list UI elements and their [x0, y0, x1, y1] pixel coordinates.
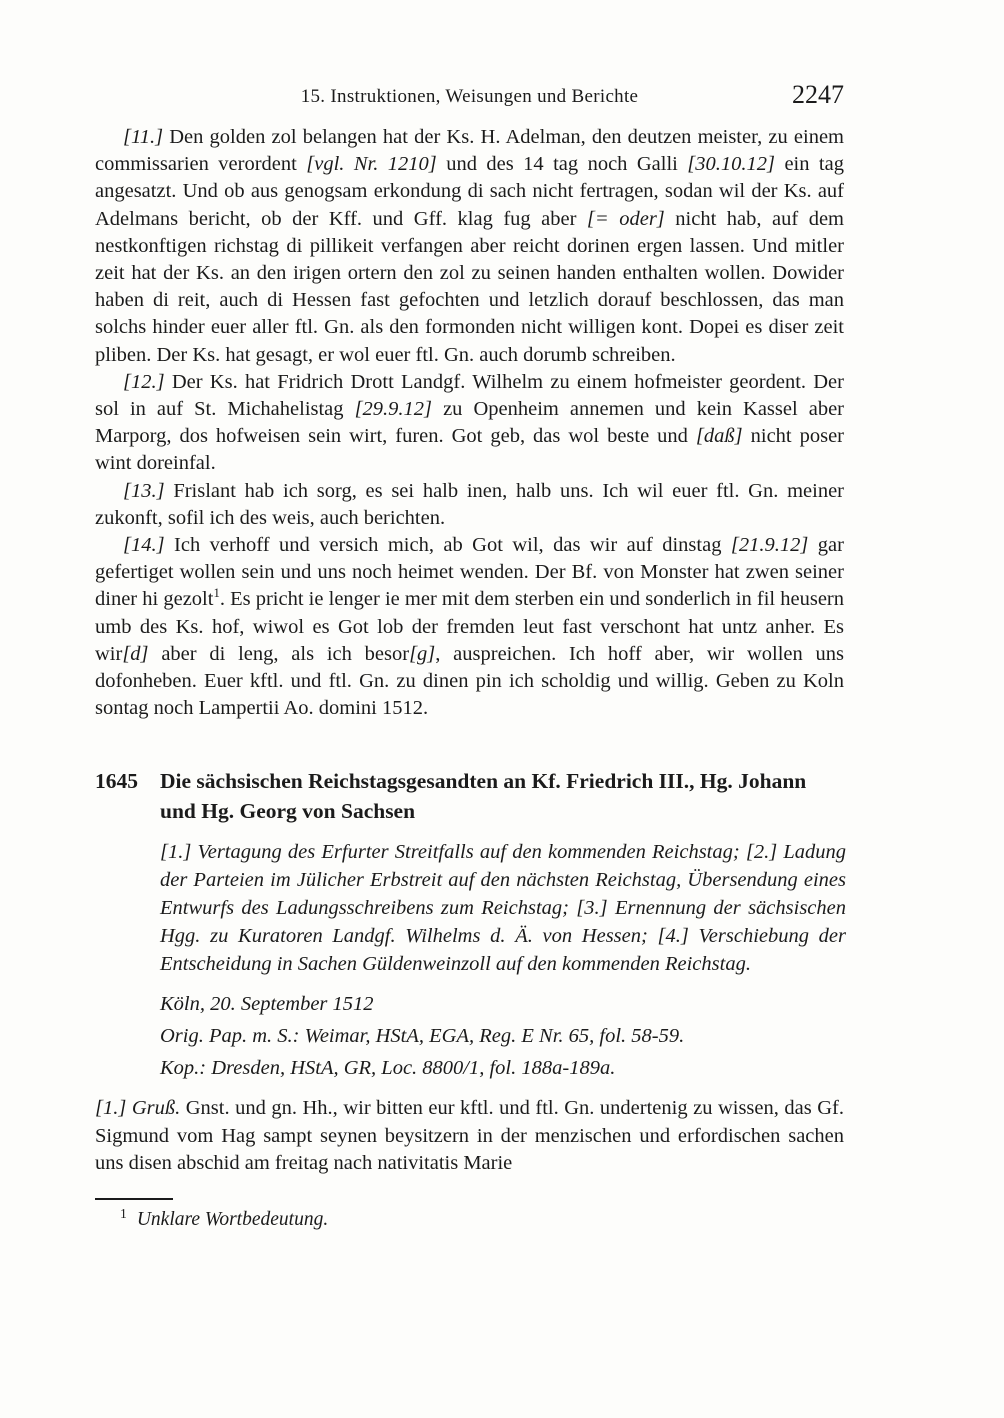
paragraph-12: [12.] Der Ks. hat Fridrich Drott Landgf. Wilhelm zu einem hofmeister geordent. Der sol in auf St. Michahelistag [29.9.12] zu Openheim annemen und kein Kassel aber Marporg, dos hofweisen sein wirt, furen. Got geb, das wol beste und [daß] nicht poser wint doreinfal.	[95, 370, 844, 475]
running-head-title: 15. Instruktionen, Weisungen und Berichte	[300, 86, 639, 107]
footnote-1	[95, 1207, 844, 1233]
paragraph-14: [14.] Ich verhoff und versich mich, ab Got wil, das wir auf dinstag [21.9.12] gar gefertiget wollen sein und uns noch heimet wenden. Der Bf. von Monster hat zwen seiner diner hi gezolt$^1$. Es pricht ie lenger ie mer mit dem sterben ein und sonderlich in fil heusern umb des Ks. hof, wiwol es Got lob der fremden leut fast verschont hat untz anher. Es wir[d] aber di leng, als ich besor[g], auspreichen. Ich hoff aber, wir wollen uns dofonheben. Euer kftl. und ftl. Gn. zu dinen pin ich scholdig und willig. Geben zu Koln sontag noch Lampertii Ao. domini 1512.	[95, 534, 845, 720]
entry-dateline: Köln, 20. September 1512	[160, 993, 374, 1016]
footnote-marker: 1	[120, 1205, 127, 1221]
entry-1645	[95, 766, 844, 1177]
page-number: 2247	[792, 80, 844, 109]
entry-title: Die sächsischen Reichstagsgesandten an Kf. Friedrich III., Hg. Johann und Hg. Georg von Sachsen	[160, 769, 807, 824]
footnote-rule	[95, 1198, 173, 1200]
entry-regest: [1.] Vertagung des Erfurter Streitfalls auf den kommenden Reichstag; [2.] Ladung der Parteien im Jülicher Erbstreit auf den nächsten Reichstag, Übersendung eines Entwurfs des Ladungsschreibens zum Reichstag; [3.] Ernennung der sächsischen Hgg. zu Kuratoren Landgf. Wilhelms d. Ä. von Hessen; [4.] Verschiebung der Entscheidung in Sachen Güldenweinzoll auf den kommenden Reichstag.	[160, 841, 846, 976]
footnote-text: Unklare Wortbedeutung.	[136, 1209, 329, 1231]
entry-heading	[95, 766, 844, 826]
paragraph-13: [13.] Frislant hab ich sorg, es sei halb inen, halb uns. Ich wil euer ftl. Gn. meiner zukonft, sofil ich des weis, auch berichten.	[95, 479, 844, 529]
footnote-area	[95, 1198, 844, 1233]
running-head	[95, 80, 844, 110]
paragraph-11: [11.] Den golden zol belangen hat der Ks. H. Adelman, den deutzen meister, zu einem commissarien verordent [vgl. Nr. 1210] und des 14 tag noch Galli [30.10.12] ein tag angesatzt. Und ob aus genogsam erkondung di sach nicht fertragen, sodan wil der Ks. auf Adelmans bericht, ob der Kff. und Gff. klag fug aber [= oder] nicht hab, auf dem nestkonftigen richstag di pillikeit verfangen aber reicht dorinen ergen lassen. Und mitler zeit hat der Ks. an den irigen ortern den zol zu seinen handen enthalten wollen. Dowider haben di reit, auch di Hessen fast gefochten und letzlich dorauf beschlossen, das man solchs hinder euer aller ftl. Gn. als den formonden nicht willigen kont. Dopei es diser zeit pliben. Der Ks. hat gesagt, er wol euer ftl. Gn. auch dorumb schreiben.	[95, 126, 844, 366]
entry-body-paragraph: [1.] Gruß. Gnst. und gn. Hh., wir bitten eur kftl. und ftl. Gn. undertenig zu wissen, das Gf. Sigmund vom Hag sampt seynen beysitzern in der menzischen und erfordischen sachen uns disen abschid am freitag nach nativitatis Marie	[95, 1097, 844, 1174]
entry-source-copy: Kop.: Dresden, HStA, GR, Loc. 8800/1, fol. 188a-189a.	[160, 1057, 616, 1080]
entry-number: 1645	[95, 769, 138, 794]
entry-source-original: Orig. Pap. m. S.: Weimar, HStA, EGA, Reg. E Nr. 65, fol. 58-59.	[160, 1025, 685, 1048]
letter-body	[95, 124, 844, 722]
